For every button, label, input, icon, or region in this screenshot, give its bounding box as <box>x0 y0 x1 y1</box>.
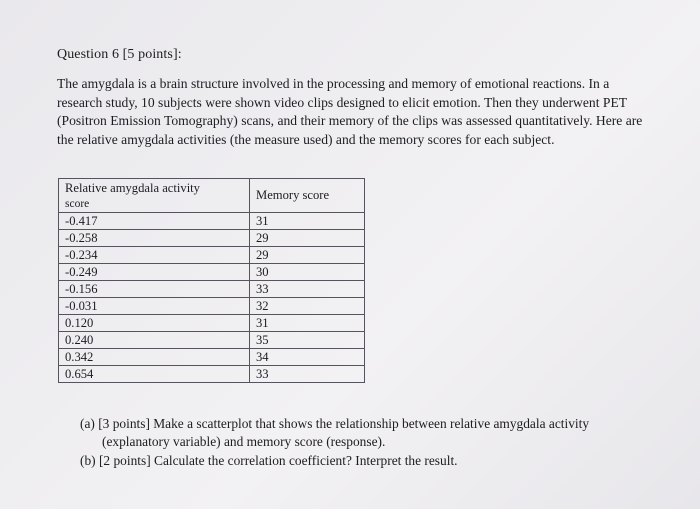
table-row <box>59 247 365 264</box>
activity-cell: -0.156 <box>59 281 250 298</box>
memory-cell: 29 <box>250 230 365 247</box>
activity-cell: -0.258 <box>59 230 250 247</box>
question-parts <box>80 415 640 470</box>
table-row <box>59 213 365 230</box>
activity-cell: -0.417 <box>59 213 250 230</box>
data-table <box>58 178 365 383</box>
table-header-row <box>59 179 365 213</box>
question-title: Question 6 [5 points]: <box>57 47 182 62</box>
activity-cell: 0.240 <box>59 332 250 349</box>
table-row <box>59 298 365 315</box>
table-row <box>59 281 365 298</box>
memory-cell: 30 <box>250 264 365 281</box>
table-row <box>59 230 365 247</box>
activity-cell: 0.120 <box>59 315 250 332</box>
memory-cell: 29 <box>250 247 365 264</box>
header-amygdala-activity-line1: Relative amygdala activity <box>65 181 200 195</box>
memory-cell: 31 <box>250 315 365 332</box>
table-row <box>59 264 365 281</box>
activity-cell: 0.654 <box>59 366 250 383</box>
header-memory-score: Memory score <box>250 179 365 213</box>
activity-cell: -0.249 <box>59 264 250 281</box>
memory-cell: 32 <box>250 298 365 315</box>
activity-cell: 0.342 <box>59 349 250 366</box>
table-row <box>59 315 365 332</box>
table-row <box>59 366 365 383</box>
header-amygdala-activity <box>59 179 250 213</box>
memory-cell: 34 <box>250 349 365 366</box>
activity-cell: -0.234 <box>59 247 250 264</box>
question-intro: The amygdala is a brain structure involved in the processing and memory of emotional reactions. In a research study, 10 subjects were shown video clips designed to elicit emotion. Then they underwent PET (Positron Emission Tomography) scans, and their memory of the clips was assessed quantitatively. Here are the relative amygdala activities (the measure used) and the memory scores for each subject. <box>57 76 643 147</box>
memory-cell: 31 <box>250 213 365 230</box>
question-part-a: (a) [3 points] Make a scatterplot that shows the relationship between relative amygdala activity (explanatory variable) and memory score (response). <box>80 416 590 450</box>
memory-cell: 33 <box>250 366 365 383</box>
memory-cell: 33 <box>250 281 365 298</box>
table-row <box>59 332 365 349</box>
header-amygdala-activity-line2: score <box>65 198 90 210</box>
activity-cell: -0.031 <box>59 298 250 315</box>
question-part-b: (b) [2 points] Calculate the correlation coefficient? Interpret the result. <box>80 452 458 468</box>
memory-cell: 35 <box>250 332 365 349</box>
table-row <box>59 349 365 366</box>
